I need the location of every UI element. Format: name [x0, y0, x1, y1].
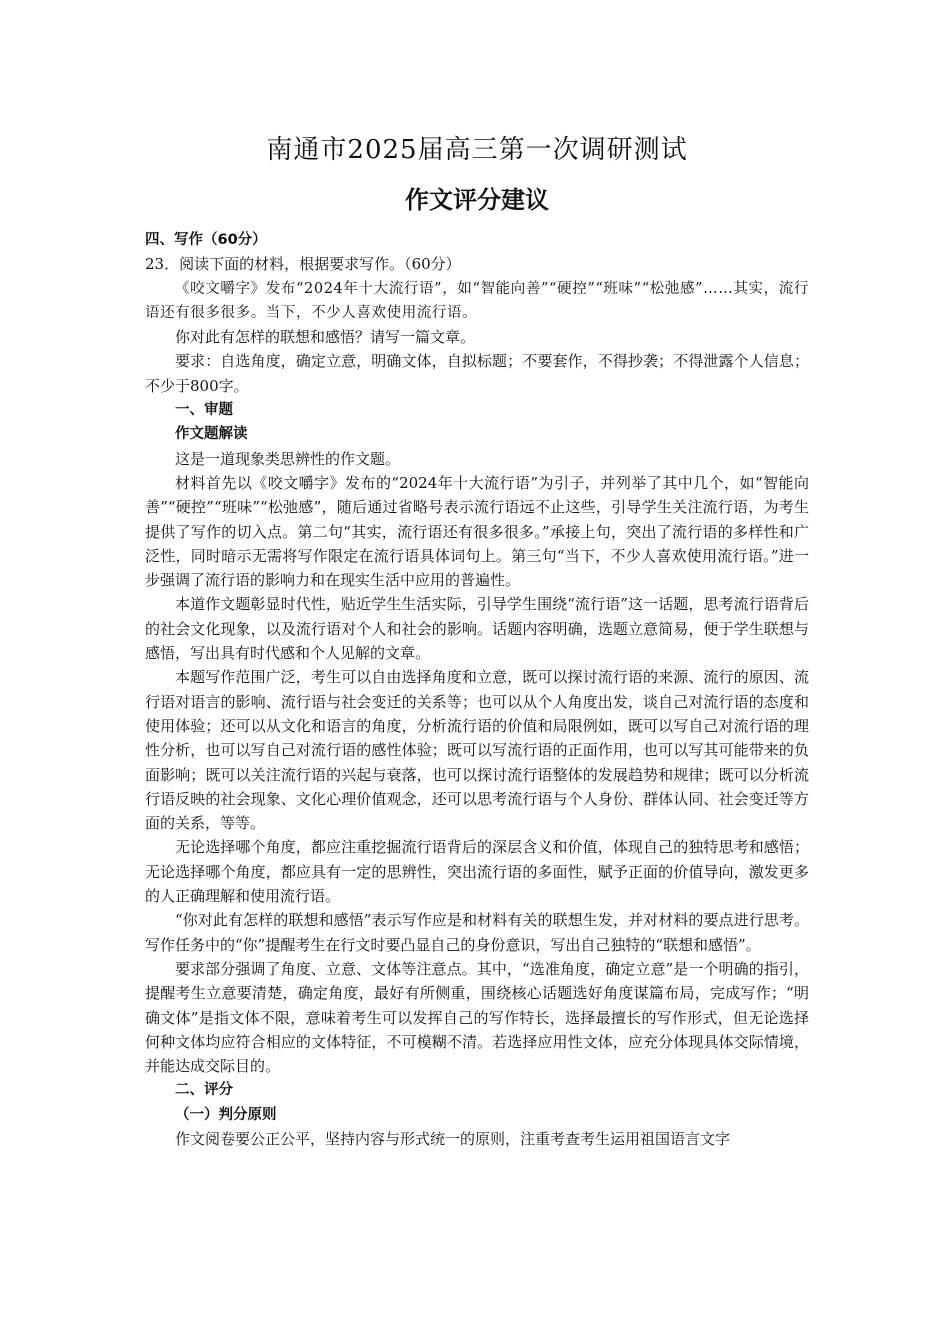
review-paragraph: 这是一道现象类思辨性的作文题。: [175, 449, 401, 468]
scoring-paragraph: 作文阅卷要公正公平，坚持内容与形式统一的原则，注重考查考生运用祖国语言文字: [175, 1129, 731, 1148]
question-line: 23．阅读下面的材料，根据要求写作。（60分）: [145, 255, 461, 274]
review-heading: 一、审题: [175, 402, 233, 419]
scoring-subheading: （一）判分原则: [175, 1106, 277, 1123]
review-paragraph: 本道作文题彰显时代性，贴近学生生活实际，引导学生围绕“流行语”这一话题，思考流行语背后的社会文化现象，以及流行语对个人和社会的影响。话题内容明确，选题立意简易，便于学生联想与感悟，写出具有时代感和个人见解的文章。: [145, 595, 809, 663]
review-subheading: 作文题解读: [175, 426, 248, 443]
page-title: 南通市2025届高三第一次调研测试: [266, 135, 688, 165]
scoring-heading: 二、评分: [175, 1082, 233, 1099]
page-subtitle: 作文评分建议: [405, 186, 549, 214]
review-paragraph: 无论选择哪个角度，都应注重挖掘流行语背后的深层含义和价值，体现自己的独特思考和感悟；无论选择哪个角度，都应具有一定的思辨性，突出流行语的多面性，赋予正面的价值导向，激发更多的人正确理解和使用流行语。: [145, 838, 809, 906]
material-text: 《咬文嚼字》发布“2024年十大流行语”，如“智能向善”“硬控”“班味”“松弛感”……其实，流行语还有很多很多。当下，不少人喜欢使用流行语。: [145, 280, 809, 321]
review-paragraph: “你对此有怎样的联想和感悟”表示写作应是和材料有关的联想生发，并对材料的要点进行思考。写作任务中的“你”提醒考生在行文时要凸显自己的身份意识，写出自己独特的“联想和感悟”。: [145, 911, 809, 954]
document-page: [145, 130, 809, 1151]
requirement-text: 要求：自选角度，确定立意，明确文体，自拟标题；不要套作，不得抄袭；不得泄露个人信息；不少于800字。: [145, 352, 809, 395]
review-paragraph: 材料首先以《咬文嚼字》发布的“2024年十大流行语”为引子，并列举了其中几个，如“智能向善”“硬控”“班味”“松弛感”，随后通过省略号表示流行语远不止这些，引导学生关注流行语，为考生提供了写作的切入点。第二句“其实，流行语还有很多很多。”承接上句，突出了流行语的多样性和广泛性，同时暗示无需将写作限定在流行语具体词句上。第三句“当下，不少人喜欢使用流行语。”进一步强调了流行语的影响力和在现实生活中应用的普遍性。: [145, 473, 809, 590]
review-paragraph: 要求部分强调了角度、立意、文体等注意点。其中，“选准角度，确定立意”是一个明确的指引，提醒考生立意要清楚，确定角度，最好有所侧重，围绕核心话题选好角度谋篇布局，完成写作；“明确文体”是指文体不限，意味着考生可以发挥自己的写作特长，选择最擅长的写作形式，但无论选择何种文体均应符合相应的文体特征，不可模糊不清。若选择应用性文体，应充分体现具体交际情境，并能达成交际目的。: [145, 959, 809, 1076]
section-heading-writing: 四、写作（60分）: [145, 232, 267, 248]
review-paragraph: 本题写作范围广泛，考生可以自由选择角度和立意，既可以探讨流行语的来源、流行的原因、流行语对语言的影响、流行语与社会变迁的关系等；也可以从个人角度出发，谈自己对流行语的态度和使用体验；还可以从文化和语言的角度，分析流行语的价值和局限例如，既可以写自己对流行语的理性分析，也可以写自己对流行语的感性体验；既可以写流行语的正面作用，也可以写其可能带来的负面影响；既可以关注流行语的兴起与衰落，也可以探讨流行语整体的发展趋势和规律；既可以分析流行语反映的社会现象、文化心理价值观念，还可以思考流行语与个人身份、群体认同、社会变迁等方面的关系，等等。: [145, 668, 809, 833]
prompt-text: 你对此有怎样的联想和感悟？请写一篇文章。: [175, 328, 476, 347]
